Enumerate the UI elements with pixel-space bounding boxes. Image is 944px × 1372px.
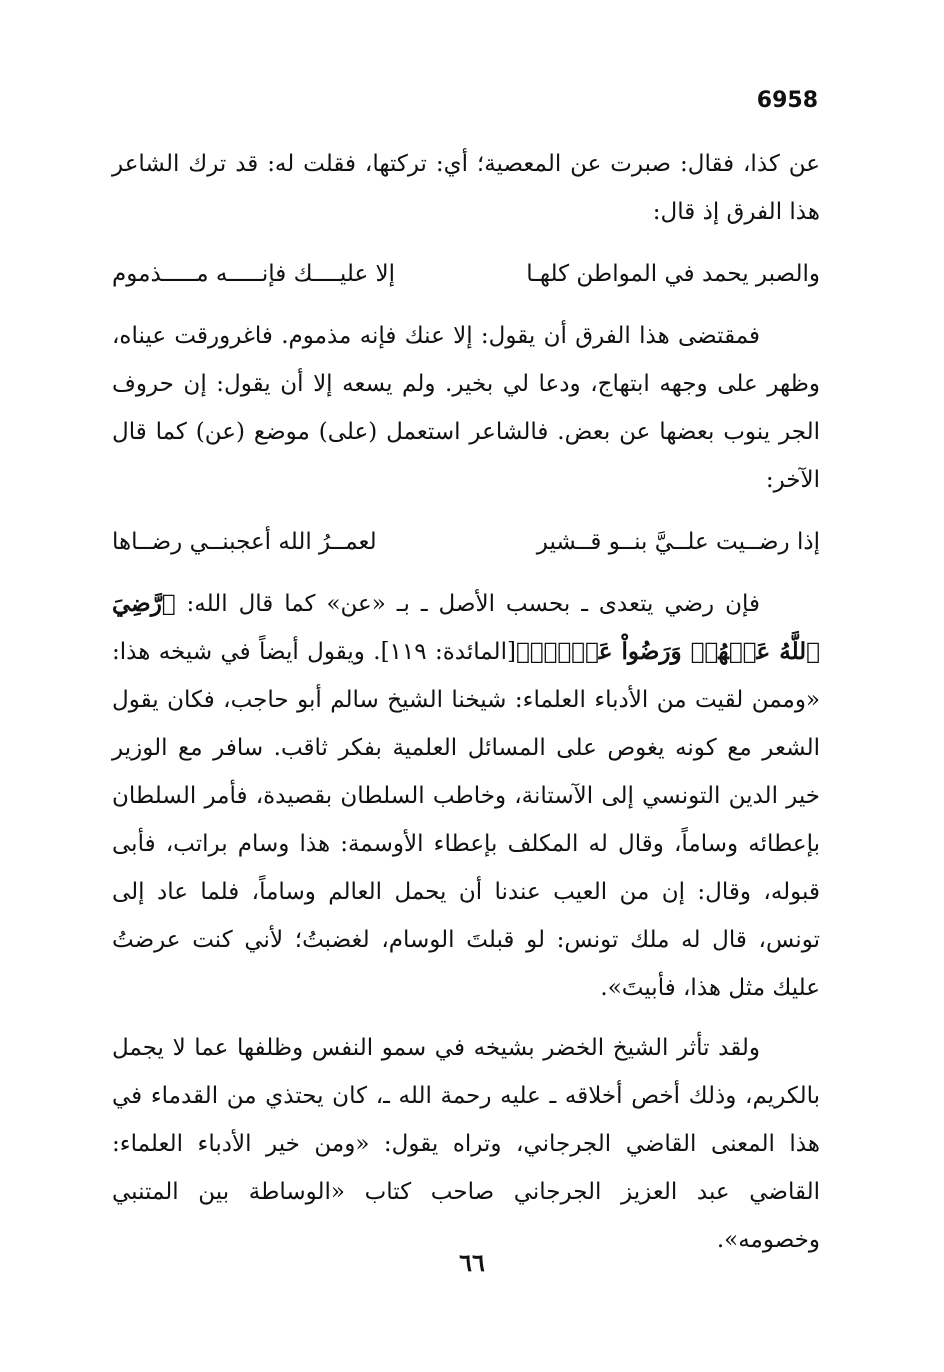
verse-2 <box>112 518 820 566</box>
paragraph-1: عن كذا، فقال: صبرت عن المعصية؛ أي: تركتها، فقلت له: قد ترك الشاعر هذا الفرق إذ قال: <box>112 151 820 225</box>
paragraph-2: فمقتضى هذا الفرق أن يقول: إلا عنك فإنه مذموم. فاغرورقت عيناه، وظهر على وجهه ابتهاج، ودعا لي بخير. ولم يسعه إلا أن يقول: إن حروف الجر ينوب بعضها عن بعض. فالشاعر استعمل (على) موضع (عن) كما قال الآخر: <box>112 323 820 493</box>
page-id: 6958 <box>756 88 818 113</box>
paragraph-3-part-2: . ويقول أيضاً في شيخه هذا: «وممن لقيت من الأدباء العلماء: شيخنا الشيخ سالم أبو حاجب، فكان يقول الشعر مع كونه يغوص على المسائل العلمية بفكر ثاقب. سافر مع الوزير خير الدين التونسي إلى الآستانة، وخاطب السلطان بقصيدة، فأمر السلطان بإعطائه وساماً، وقال له المكلف بإعطاء الأوسمة: هذا وسام براتب، فأبى قبوله، وقال: إن من العيب عندنا أن يحمل العالم وساماً، فلما عاد إلى تونس، قال له ملك تونس: لو قبلتَ الوسام، لغضبتُ؛ لأني كنت عرضتُ عليك مثل هذا، فأبيتَ». <box>112 639 820 1001</box>
verse-1-second-hemistich: إلا عليــــك فإنـــــه مـــــذموم <box>112 261 396 287</box>
paragraph-3 <box>112 580 820 1012</box>
paragraph-3-part-1: فإن رضي يتعدى ـ بحسب الأصل ـ بـ «عن» كما قال الله: <box>175 591 760 617</box>
verse-1-first-hemistich: والصبر يحمد في المواطن كلهـا <box>526 261 820 287</box>
verse-2-first-hemistich: إذا رضــيت علــيَّ بنــو قــشير <box>536 529 820 555</box>
verse-2-second-hemistich: لعمــرُ الله أعجبنــي رضــاها <box>112 529 377 555</box>
quran-reference: [المائدة: ١١٩] <box>380 639 516 665</box>
page-body <box>112 140 820 1264</box>
page-number: ٦٦ <box>459 1248 485 1277</box>
verse-1 <box>112 250 820 298</box>
quran-verse: ﴿رَّضِيَ ٱللَّهُ عَنۡهُمۡ وَرَضُواْ عَنۡهُۚ﴾ <box>112 590 820 665</box>
paragraph-4: ولقد تأثر الشيخ الخضر بشيخه في سمو النفس وظلفها عما لا يجمل بالكريم، وذلك أخص أخلاقه ـ عليه رحمة الله ـ، كان يحتذي من القدماء في هذا المعنى القاضي الجرجاني، وتراه يقول: «ومن خير الأدباء العلماء: القاضي عبد العزيز الجرجاني صاحب كتاب «الوساطة بين المتنبي وخصومه». <box>112 1035 820 1253</box>
